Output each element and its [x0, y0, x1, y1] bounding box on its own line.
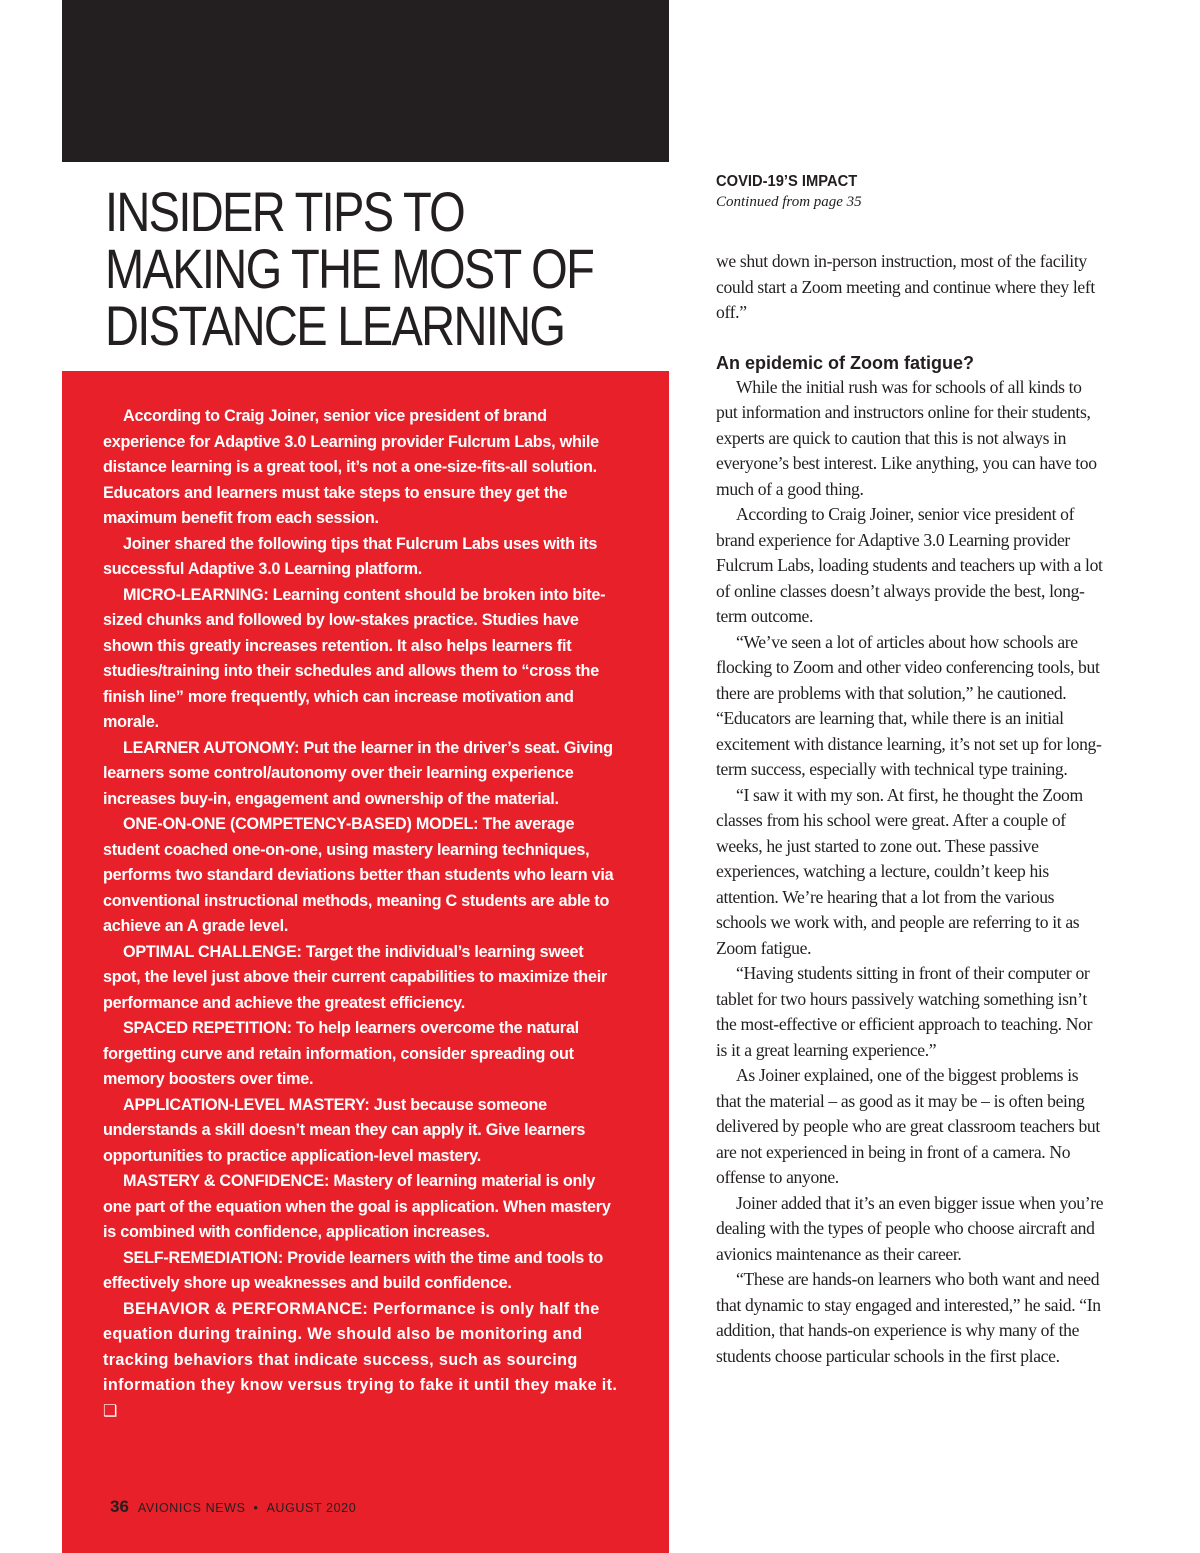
article-paragraph: “We’ve seen a lot of articles about how schools are flocking to Zoom and other video conferencing tools, but there are problems with that solution,” he cautioned. “Educators are learning that, while there is an initial excitement with distance learning, it’s not set up for long-term success, especially with technical type training. [716, 631, 1102, 779]
article-paragraph: As Joiner explained, one of the biggest problems is that the material – as good as it may be – is often being delivered by people who are great classroom teachers but are not experienced in being in front of a camera. No offense to anyone. [716, 1065, 1100, 1187]
sidebar-body [103, 404, 623, 1424]
continued-note: Continued from page 35 [716, 194, 862, 210]
article-subhead: An epidemic of Zoom fatigue? [716, 352, 975, 373]
headline-line: MAKING THE MOST OF [105, 237, 594, 300]
page-folio [110, 1497, 356, 1517]
sidebar-paragraph: LEARNER AUTONOMY: Put the learner in the driver’s seat. Giving learners some control/autonomy over their learning experience increases buy-in, engagement and ownership of the material. [103, 738, 613, 808]
sidebar-paragraph: Joiner shared the following tips that Fulcrum Labs uses with its successful Adaptive 3.0 Learning platform. [103, 534, 598, 578]
end-mark-icon: ❑ [103, 1401, 118, 1420]
sidebar-paragraph: According to Craig Joiner, senior vice president of brand experience for Adaptive 3.0 Learning provider Fulcrum Labs, while distance learning is a great tool, it’s not a one-size-fits-all solution. Educators and learners must take steps to ensure they get the maximum benefit from each session. [103, 407, 599, 527]
article-paragraph: Joiner added that it’s an even bigger issue when you’re dealing with the types of people who choose aircraft and avionics maintenance as their career. [716, 1192, 1104, 1264]
article-paragraph: “These are hands-on learners who both want and need that dynamic to stay engaged and interested,” he said. “In addition, that hands-on experience is why many of the students choose particular schools in the first place. [716, 1269, 1101, 1366]
sidebar-last-paragraph-text: BEHAVIOR & PERFORMANCE: Performance is only half the equation during training. We should also be monitoring and tracking behaviors that indicate success, such as sourcing information they know versus trying to fake it until they make it. [103, 1299, 618, 1394]
publication-name: AVIONICS NEWS [137, 1501, 246, 1515]
sidebar-paragraph: MICRO-LEARNING: Learning content should be broken into bite-sized chunks and followed by low-stakes practice. Studies have shown this greatly increases retention. It also helps learners fit studies/training into their schedules and allows them to “cross the finish line” more frequently, which can increase motivation and morale. [103, 585, 606, 731]
header-black-block [62, 0, 669, 162]
headline-line: INSIDER TIPS TO [105, 180, 465, 243]
issue-date: AUGUST 2020 [266, 1501, 357, 1515]
sidebar-paragraph: SELF-REMEDIATION: Provide learners with the time and tools to effectively shore up weaknesses and build confidence. [103, 1248, 604, 1292]
article-paragraph: According to Craig Joiner, senior vice president of brand experience for Adaptive 3.0 Learning provider Fulcrum Labs, loading students and teachers up with a lot of online classes doesn’t always provide the best, long-term outcome. [716, 504, 1103, 626]
sidebar-headline [105, 180, 594, 357]
page-number: 36 [110, 1497, 129, 1516]
sidebar-paragraph: APPLICATION-LEVEL MASTERY: Just because someone understands a skill doesn’t mean they can apply it. Give learners opportunities to practice application-level mastery. [103, 1095, 586, 1165]
article-paragraph: “Having students sitting in front of their computer or tablet for two hours passively watching something isn’t the most-effective or efficient approach to teaching. Nor is it a great learning experience.” [716, 963, 1093, 1060]
sidebar-paragraph: SPACED REPETITION: To help learners overcome the natural forgetting curve and retain information, consider spreading out memory boosters over time. [103, 1019, 579, 1088]
sidebar-last-paragraph [103, 1297, 623, 1425]
article-paragraph: “I saw it with my son. At first, he thought the Zoom classes from his school were great. After a couple of weeks, he just started to zone out. These passive experiences, watching a lecture, couldn’t keep his attention. We’re hearing that a lot from the various schools we work with, and people are referring to it as Zoom fatigue. [716, 784, 1083, 958]
section-label: COVID-19’S IMPACT [716, 173, 858, 190]
headline-line: DISTANCE LEARNING [105, 294, 565, 357]
sidebar-paragraph: MASTERY & CONFIDENCE: Mastery of learning material is only one part of the equation when the goal is application. When mastery is combined with confidence, application increases. [103, 1172, 611, 1241]
article-opening: we shut down in-person instruction, most of the facility could start a Zoom meeting and continue where they left off.” [716, 251, 1095, 322]
sidebar-paragraph: ONE-ON-ONE (COMPETENCY-BASED) MODEL: The average student coached one-on-one, using mastery learning techniques, performs two standard deviations better than students who learn via conventional instructional methods, meaning C students are able to achieve an A grade level. [103, 815, 614, 935]
article-paragraph: While the initial rush was for schools of all kinds to put information and instructors online for their students, experts are quick to caution that this is not always in everyone’s best interest. Like anything, you can have too much of a good thing. [716, 376, 1097, 499]
folio-separator: • [253, 1501, 259, 1515]
sidebar-paragraph: OPTIMAL CHALLENGE: Target the individual’s learning sweet spot, the level just above their current capabilities to maximize their performance and achieve the greatest efficiency. [103, 942, 607, 1012]
article-body [716, 249, 1106, 1369]
